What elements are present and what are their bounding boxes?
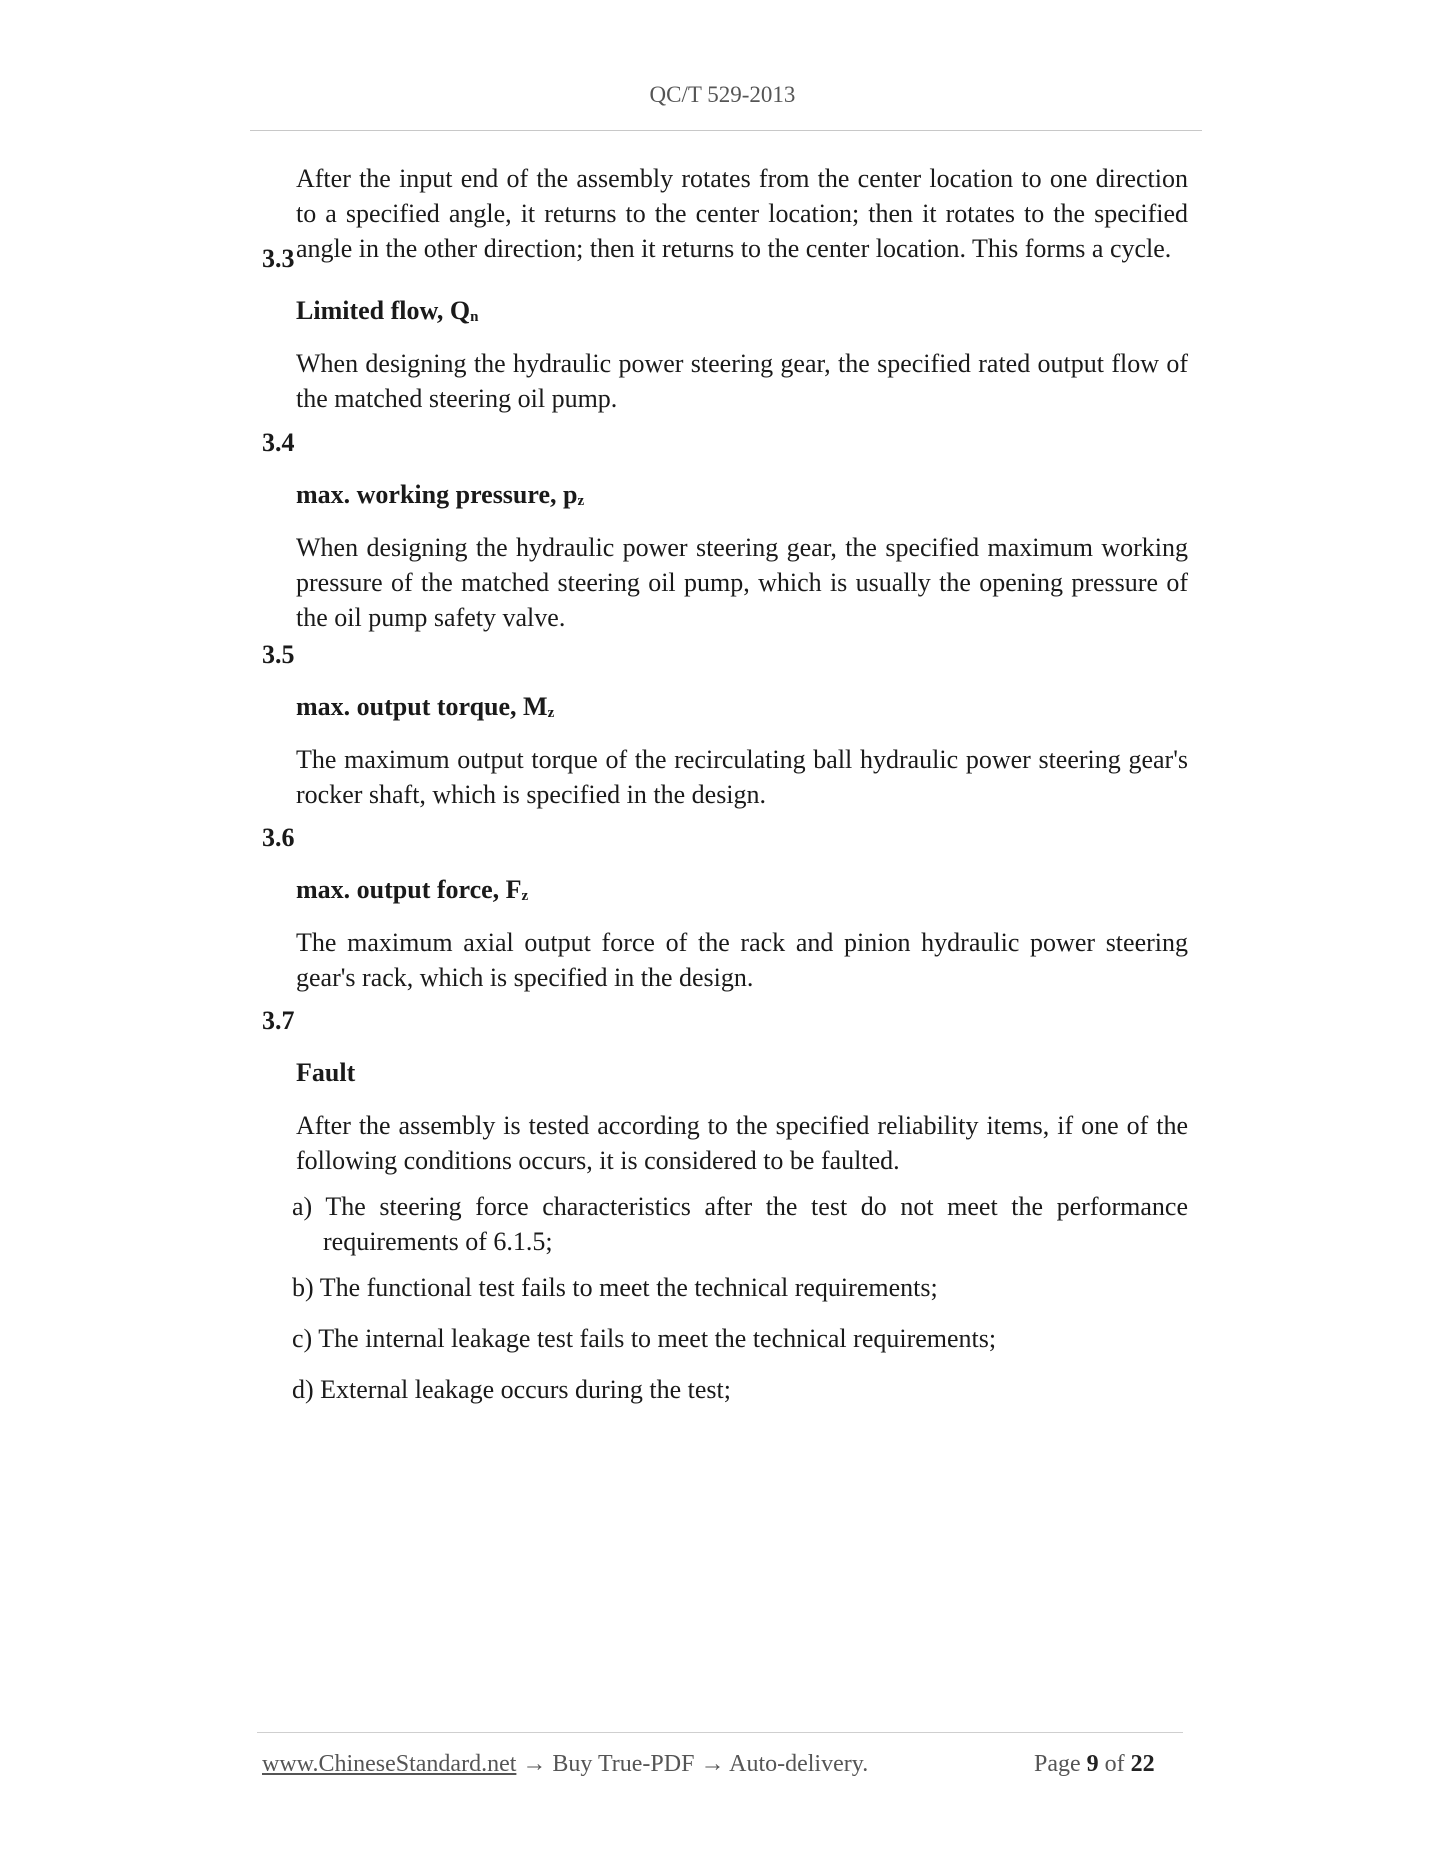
term-text: Limited flow, Q — [296, 296, 471, 325]
page-label: Page — [1034, 1751, 1081, 1777]
term-text: max. working pressure, p — [296, 480, 578, 509]
term-subscript: n — [470, 309, 479, 325]
footer-divider — [257, 1732, 1183, 1733]
term-text: max. output torque, M — [296, 692, 548, 721]
term-limited-flow — [296, 296, 478, 326]
term-subscript: z — [521, 888, 529, 904]
term-fault — [296, 1058, 355, 1088]
document-header: QC/T 529-2013 — [649, 82, 796, 107]
page-indicator — [1034, 1751, 1155, 1778]
section-number-3-7: 3.7 — [262, 1006, 295, 1035]
footer-promo — [262, 1751, 868, 1778]
term-max-output-torque — [296, 692, 554, 722]
total-pages: 22 — [1130, 1751, 1155, 1777]
term-max-working-pressure — [296, 480, 584, 510]
term-max-output-force — [296, 875, 528, 905]
footer-tagline: → Buy True-PDF → Auto-delivery. — [516, 1751, 869, 1777]
term-subscript: z — [577, 493, 585, 509]
definition-3-6: The maximum axial output force of the rack and pinion hydraulic power steering gear's rack, which is specified in the design. — [296, 928, 1188, 992]
intro-paragraph: After the input end of the assembly rotates from the center location to one direction to a specified angle, it returns to the center location; then it rotates to the specified angle in the other direction; then it returns to the center location. This forms a cycle. — [296, 164, 1188, 263]
definition-3-7: After the assembly is tested according to the specified reliability items, if one of the following conditions occurs, it is considered to be faulted. — [296, 1111, 1188, 1175]
page-number: 9 — [1086, 1751, 1099, 1777]
term-text: Fault — [296, 1058, 356, 1087]
definition-3-4: When designing the hydraulic power steering gear, the specified maximum working pressure of the matched steering oil pump, which is usually the opening pressure of the oil pump safety valve. — [296, 533, 1188, 632]
section-number-3-5: 3.5 — [262, 640, 295, 669]
header-divider — [250, 130, 1202, 131]
term-subscript: z — [547, 705, 555, 721]
term-text: max. output force, F — [296, 875, 522, 904]
section-number-3-6: 3.6 — [262, 823, 295, 852]
definition-3-5: The maximum output torque of the recirculating ball hydraulic power steering gear's rocker shaft, which is specified in the design. — [296, 745, 1188, 809]
fault-condition-b: b) The functional test fails to meet the technical requirements; — [292, 1273, 938, 1302]
fault-condition-a: a) The steering force characteristics after the test do not meet the performance requirements of 6.1.5; — [292, 1192, 1188, 1256]
section-number-3-4: 3.4 — [262, 428, 295, 457]
fault-condition-d: d) External leakage occurs during the test; — [292, 1375, 731, 1404]
section-number-3-3: 3.3 — [262, 244, 295, 273]
definition-3-3: When designing the hydraulic power steering gear, the specified rated output flow of the matched steering oil pump. — [296, 349, 1188, 413]
fault-condition-c: c) The internal leakage test fails to meet the technical requirements; — [292, 1324, 997, 1353]
of-label: of — [1104, 1751, 1125, 1777]
website-link[interactable]: www.ChineseStandard.net — [262, 1751, 517, 1777]
